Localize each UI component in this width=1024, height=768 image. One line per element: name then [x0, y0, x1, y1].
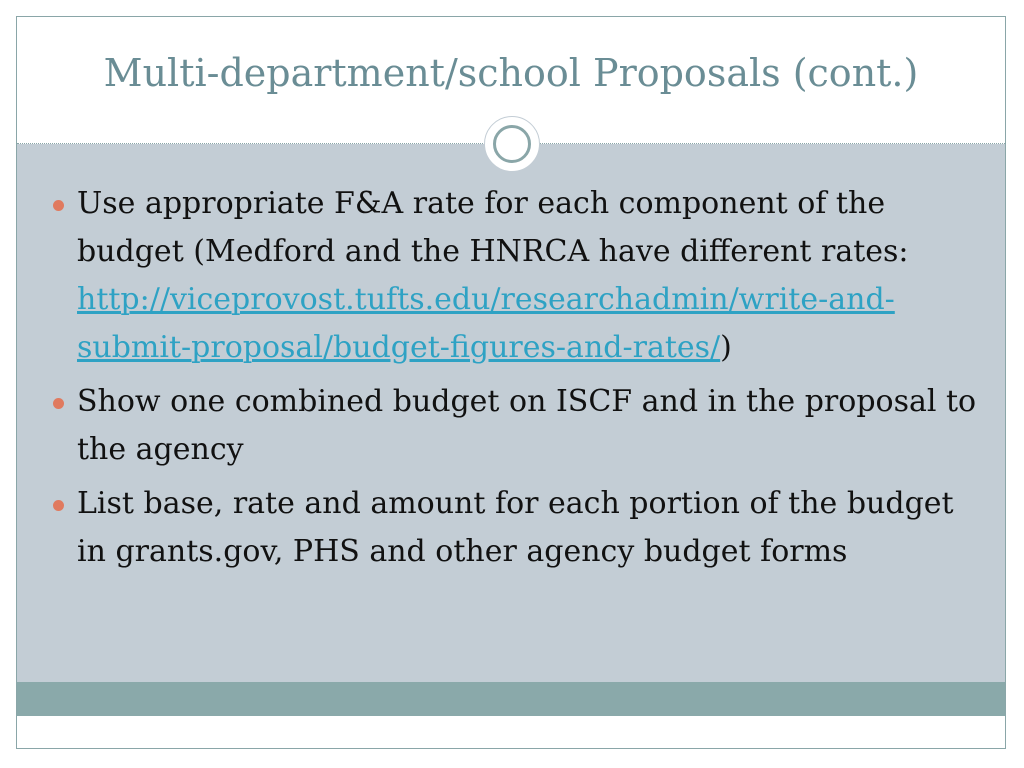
bullet-item — [51, 378, 981, 474]
bullet-list — [51, 180, 981, 582]
bullet-icon — [53, 200, 64, 211]
bullet-icon — [53, 398, 64, 409]
slide-title: Multi-department/school Proposals (cont.) — [103, 51, 919, 95]
bullet-icon — [53, 500, 64, 511]
bullet-item — [51, 180, 981, 372]
ring-icon — [493, 125, 531, 163]
bullet-text: List base, rate and amount for each portion of the budget in grants.gov, PHS and other agency budget forms — [77, 486, 954, 569]
bullet-item — [51, 480, 981, 576]
bullet-text: Show one combined budget on ISCF and in the proposal to the agency — [77, 384, 977, 467]
bullet-text: Use appropriate F&A rate for each component of the budget (Medford and the HNRCA have different rates: — [77, 186, 909, 269]
rates-link[interactable]: http://viceprovost.tufts.edu/researchadmin/write-and-submit-proposal/budget-figures-and-rates/ — [77, 282, 895, 365]
slide-content — [17, 144, 1005, 716]
slide-frame — [16, 16, 1006, 749]
bullet-text-closing: ) — [720, 330, 732, 365]
footer-band — [17, 682, 1005, 716]
circle-ornament-icon — [484, 116, 540, 172]
